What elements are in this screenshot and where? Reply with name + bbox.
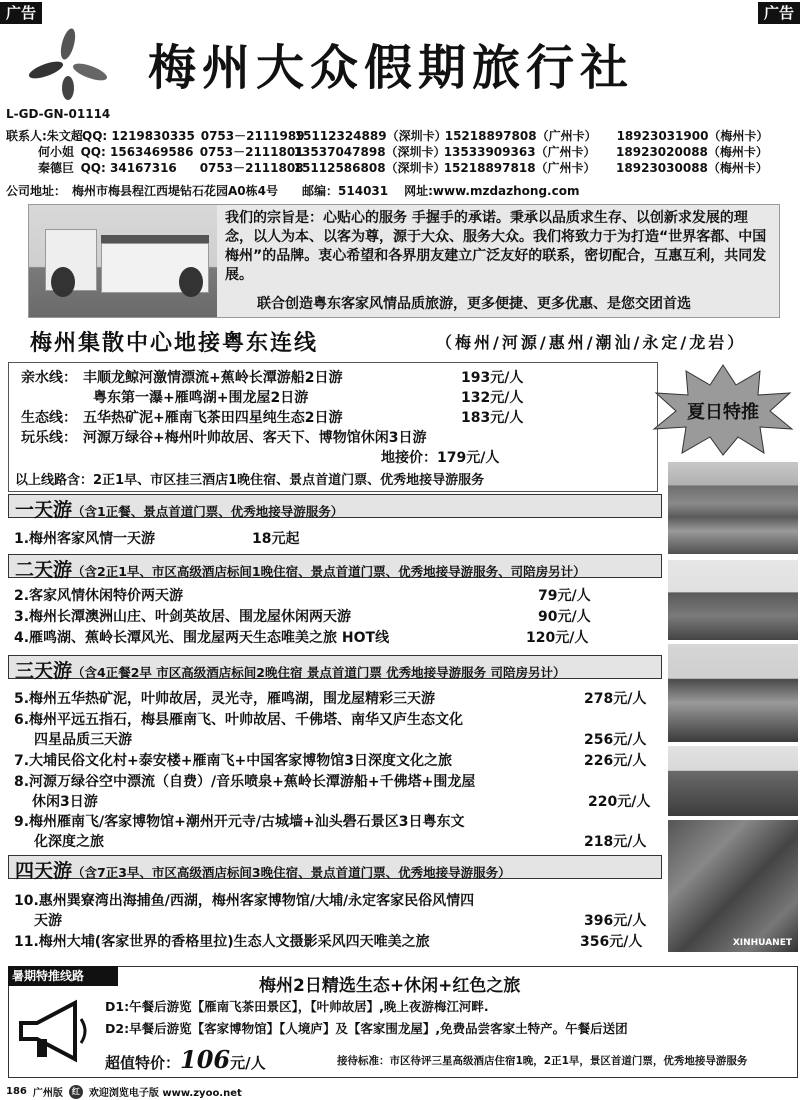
tour-price: 220元/人 [588,794,651,810]
office-photo [29,205,217,317]
connect-lines-box [8,362,658,492]
summer-badge: 夏日特推 [687,402,759,423]
special-price-number: 106 [180,1045,231,1074]
summer-day2: D2:早餐后游览【客家博物馆】【人境庐】及【客家围龙屋】,免费品尝客家土特产。午餐后送团 [105,1021,628,1036]
contact-mobile: 15112586808（深圳卡） [293,161,446,175]
contact-tel: 0753－2111808 [199,161,304,175]
line-label: 亲水线： [21,370,77,386]
summer-day1: D1:午餐后游览【雁南飞茶田景区】，【叶帅故居】,晚上夜游梅江河畔. [105,999,489,1014]
contact-mobile: 13533909363（广州卡） [443,145,596,159]
summer-promo-box [8,966,798,1078]
tour-item: 9.梅州雁南飞/客家博物馆+潮州开元寺/古城墙+汕头礐石景区3日粤东文 [14,814,465,830]
agency-logo-icon [28,28,110,100]
tour-item-cont: 化深度之旅 [34,834,104,850]
tour-price: 18元起 [252,531,300,547]
tour-price: 278元/人 [584,691,647,707]
mission-slogan: 联合创造粤东客家风情品质旅游，更多便捷、更多优惠、是您交团首选 [257,296,691,312]
megaphone-icon [13,997,93,1065]
contact-mobile: 15218897808（广州卡） [444,129,597,143]
tour-item: 7.大埔民俗文化村+泰安楼+雁南飞+中国客家博物馆3日深度文化之旅 [14,753,452,769]
photo-credit: XINHUANET [732,938,792,948]
ad-label-left: 广告 [0,2,42,24]
website-link[interactable]: 网址:www.mzdazhong.com [404,184,580,198]
tour-price: 120元/人 [526,630,589,646]
line-name: 五华热矿泥+雁南飞茶田四星纯生态2日游 [83,410,343,426]
tour-price: 90元/人 [538,609,591,625]
contact-row [6,128,800,144]
day1-desc: （含1正餐、景点首道门票、优秀地接导游服务） [72,504,344,519]
contact-mobile: 15218897818（广州卡） [443,161,596,175]
line-price: 183元/人 [461,410,524,426]
tour-price: 226元/人 [584,753,647,769]
summer-special-price [105,1045,266,1074]
contact-row [6,160,800,176]
tour-price: 356元/人 [580,934,643,950]
day4-header [8,855,662,882]
contact-mobile: 18923020088（梅州卡） [616,145,768,159]
contact-qq: QQ: 1563469586 [80,145,194,159]
village-photo [668,560,798,640]
section-title: 梅州集散中心地接粤东连线 [30,331,319,356]
contact-name: 秦德巨 [38,161,75,175]
terrace-photo [668,462,798,554]
line-name: 粤东第一瀑+雁鸣湖+围龙屋2日游 [93,390,309,406]
tour-price: 396元/人 [584,913,647,929]
lines-note: 以上线路含：2正1早、市区挂三酒店1晚住宿、景点首道门票、优秀地接导游服务 [15,473,485,488]
license-number: L-GD-GN-01114 [6,107,111,121]
line-price: 地接价：179元/人 [381,450,500,466]
day1-header [8,494,662,521]
page-number: 186 [6,1086,27,1097]
line-price: 193元/人 [461,370,524,386]
day4-desc: （含7正3早、市区高级酒店标间3晚住宿、景点首道门票、优秀地接导游服务） [72,865,511,880]
publication-logo-icon: 红 [69,1085,83,1099]
day2-header [8,554,662,581]
tour-item: 4.雁鸣湖、蕉岭长潭风光、围龙屋两天生态唯美之旅 HOT线 [14,630,390,646]
line-name: 河源万绿谷+梅州叶帅故居、客天下、博物馆休闲3日游 [83,430,427,446]
special-label: 超值特价： [105,1054,181,1072]
page-footer [6,1084,242,1099]
tour-price: 79元/人 [538,588,591,604]
ad-label-right: 广告 [758,2,800,24]
postcode: 邮编：514031 [302,184,389,198]
line-label: 生态线： [21,410,77,426]
summer-title: 梅州2日精选生态+休闲+红色之旅 [259,976,521,996]
address-label: 公司地址： [6,184,67,198]
day2-desc: （含2正1早、市区高级酒店标间1晚住宿、景点首道门票、优秀地接导游服务、司陪房另计） [72,564,586,579]
day4-title: 四天游 [15,860,73,882]
tour-item: 11.梅州大埔(客家世界的香格里拉)生态人文摄影采风四天唯美之旅 [14,934,430,950]
contact-name: 联系人:朱文超 [6,129,83,143]
contact-qq: QQ: 1219830335 [82,129,195,143]
line-name: 丰顺龙鲸河激情漂流+蕉岭长潭游船2日游 [83,370,343,386]
town-photo [668,820,798,952]
summer-standard: 接待标准：市区待评三星高级酒店住宿1晚，2正1早，景区首道门票，优秀地接导游服务 [337,1055,748,1067]
tour-item: 6.梅州平远五指石，梅县雁南飞、叶帅故居、千佛塔、南华又庐生态文化 [14,712,464,728]
day3-desc: （含4正餐2早 市区高级酒店标间2晚住宿 景点首道门票 优秀地接导游服务 司陪房另计） [72,665,566,680]
contact-mobile: 18923030088（梅州卡） [616,161,768,175]
tour-item-cont: 四星品质三天游 [34,732,132,748]
day3-title: 三天游 [15,660,73,682]
day3-header [8,655,662,682]
tour-item-cont: 休闲3日游 [32,794,98,810]
tour-price: 256元/人 [584,732,647,748]
day2-title: 二天游 [15,559,73,581]
tour-item: 5.梅州五华热矿泥，叶帅故居，灵光寺，雁鸣湖，围龙屋精彩三天游 [14,691,436,707]
contact-qq: QQ: 34167316 [80,161,177,175]
contact-mobile: 13537047898（深圳卡） [293,145,446,159]
tour-price: 218元/人 [584,834,647,850]
summer-tag: 暑期特推线路 [8,966,118,986]
edition-label: 广州版 [32,1088,63,1099]
tour-item: 3.梅州长潭澳洲山庄、叶剑英故居、围龙屋休闲两天游 [14,609,352,625]
contact-tel: 0753－2111989 [200,129,305,143]
tour-item: 10.惠州巽寮湾出海捕鱼/西湖，梅州客家博物馆/大埔/永定客家民俗风情四 [14,893,475,909]
mission-banner [28,204,780,318]
contact-tel: 0753－2111801 [199,145,304,159]
contact-mobile: 15112324889（深圳卡） [294,129,447,143]
address-value: 梅州市梅县程江西堤钻石花园A0栋4号 [72,184,279,198]
tour-item-cont: 天游 [34,913,62,929]
tour-item: 1.梅州客家风情一天游 [14,531,156,547]
agency-name: 梅州大众假期旅行社 [148,40,635,96]
line-label: 玩乐线： [21,430,77,446]
contact-name: 何小姐 [38,145,75,159]
tour-item: 2.客家风情休闲特价两天游 [14,588,184,604]
lake-photo [668,644,798,742]
tulou-photo [668,746,798,816]
contact-mobile: 18923031900（梅州卡） [616,129,769,143]
address-line [6,182,585,199]
tour-item: 8.河源万绿谷空中漂流（自费）/音乐喷泉+蕉岭长潭游船+千佛塔+围龙屋 [14,774,476,790]
mission-text: 我们的宗旨是：心贴心的服务 手握手的承诺。秉承以品质求生存、以创新求发展的理念，以人为本、以客为尊，源于大众、服务大众。我们将致力于为打造“世界客都、中国梅州”的品牌。衷心希望和各界朋友建立广泛友好的联系，密切配合，互惠互利，共同发展。 [225,210,767,283]
day1-title: 一天游 [15,499,73,521]
special-price-unit: 元/人 [230,1054,266,1072]
footer-link[interactable]: 欢迎浏览电子版 www.zyoo.net [88,1088,242,1099]
section-subtitle: （梅州/河源/惠州/潮汕/永定/龙岩） [436,333,747,352]
contact-row [6,144,800,160]
contacts-block [6,128,800,176]
line-price: 132元/人 [461,390,524,406]
